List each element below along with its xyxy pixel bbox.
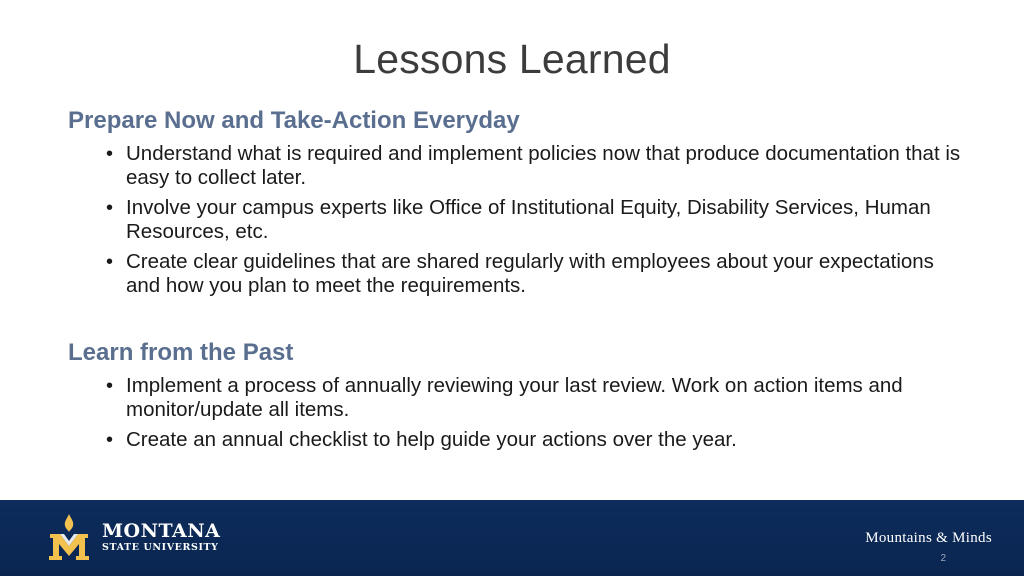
logo-wordmark	[102, 521, 220, 554]
logo-line-state-university: STATE UNIVERSITY	[102, 541, 219, 553]
bullet-text: Create an annual checklist to help guide your actions over the year.	[126, 428, 737, 451]
section-prepare-now	[68, 106, 968, 298]
bullet-text: Involve your campus experts like Office of Institutional Equity, Disability Services, Human Resources, etc.	[126, 196, 931, 243]
bullet-list	[68, 374, 968, 452]
bullet-dot-icon: •	[106, 251, 114, 273]
bullet-text: Implement a process of annually reviewing your last review. Work on action items and monitor/update all items.	[126, 374, 903, 421]
section-learn-from-past	[68, 338, 968, 452]
bullet-item	[106, 428, 968, 452]
tagline: Mountains & Minds	[865, 530, 992, 546]
bullet-text: Create clear guidelines that are shared regularly with employees about your expectations and how you plan to meet the requirements.	[126, 250, 934, 297]
section-heading: Prepare Now and Take-Action Everyday	[68, 107, 520, 134]
msu-logo	[44, 512, 220, 562]
logo-line-montana: MONTANA	[102, 519, 221, 542]
slide-body	[68, 106, 968, 458]
bullet-item	[106, 142, 968, 190]
footer-bar	[0, 500, 1024, 576]
slide-title: Lessons Learned	[353, 36, 671, 82]
bullet-dot-icon: •	[106, 143, 114, 165]
msu-mountain-m-icon	[44, 512, 94, 562]
bullet-dot-icon: •	[106, 375, 114, 397]
bullet-dot-icon: •	[106, 429, 114, 451]
bullet-list	[68, 142, 968, 298]
page-number: 2	[940, 553, 946, 564]
section-heading: Learn from the Past	[68, 339, 294, 366]
bullet-item	[106, 196, 968, 244]
bullet-text: Understand what is required and implement policies now that produce documentation that is easy to collect later.	[126, 142, 961, 189]
bullet-item	[106, 374, 968, 422]
bullet-item	[106, 250, 968, 298]
bullet-dot-icon: •	[106, 197, 114, 219]
